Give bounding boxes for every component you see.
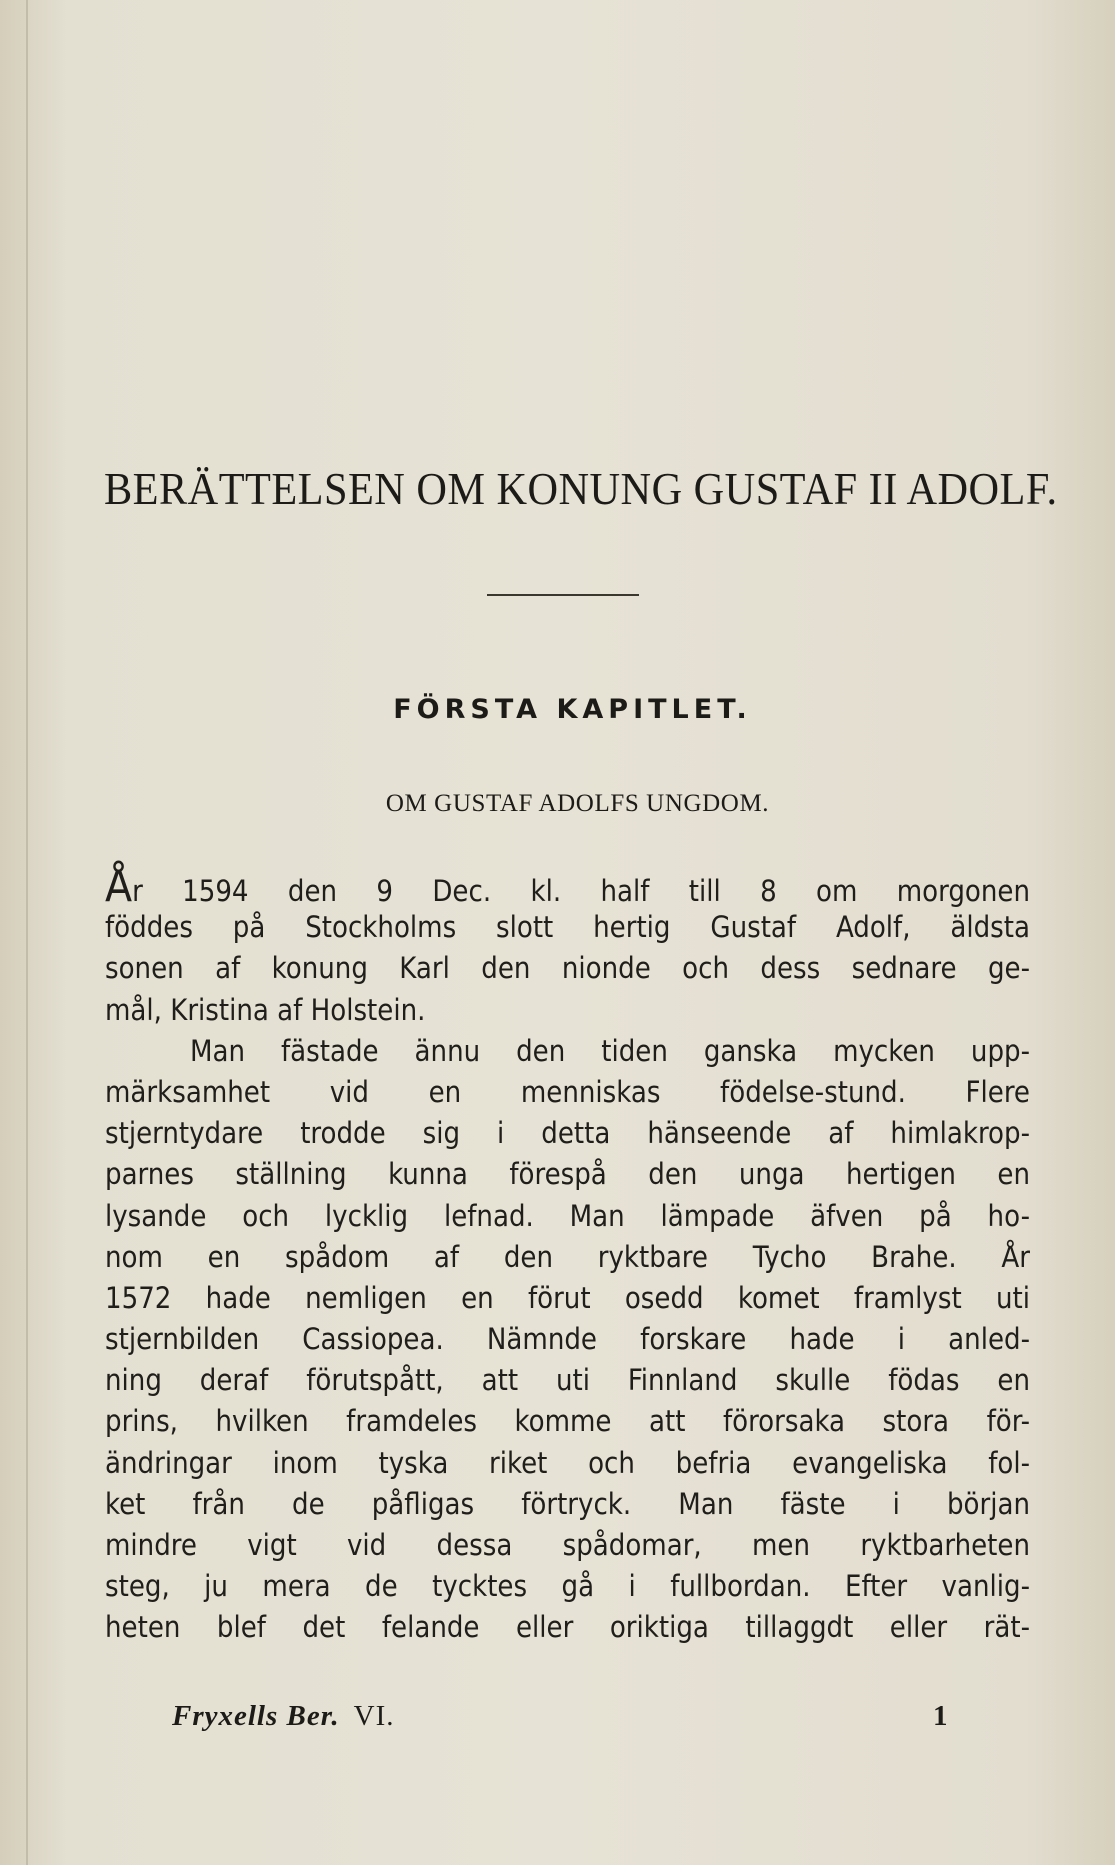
- signature-text: Fryxells Ber.: [172, 1700, 340, 1732]
- text-line: 1572 hade nemligen en förut osedd komet framlyst uti: [105, 1280, 1030, 1315]
- text-line: föddes på Stockholms slott hertig Gustaf Adolf, äldsta: [105, 910, 1030, 945]
- body-text: [105, 861, 1030, 1649]
- title-divider: [487, 594, 639, 596]
- chapter-subtitle: OM GUSTAF ADOLFS UNGDOM.: [385, 790, 770, 817]
- text-line: heten blef det felande eller oriktiga tillaggdt eller rät-: [105, 1610, 1030, 1645]
- main-title: BERÄTTELSEN OM KONUNG GUSTAF II ADOLF.: [104, 463, 1058, 514]
- text-line: Man fästade ännu den tiden ganska mycken upp-: [190, 1033, 1030, 1068]
- text-line: lysande och lycklig lefnad. Man lämpade äfven på ho-: [105, 1198, 1030, 1233]
- text-line: mindre vigt vid dessa spådomar, men ryktbarheten: [105, 1528, 1030, 1562]
- sheet-number: 1: [933, 1700, 948, 1732]
- text-line: märksamhet vid en menniskas födelse-stund. Flere: [105, 1074, 1030, 1109]
- text-line: År 1594 den 9 Dec. kl. half till 8 om morgonen: [105, 861, 1030, 912]
- text-line: prins, hvilken framdeles komme att förorsaka stora för-: [105, 1404, 1030, 1439]
- page-fold-shadow: [26, 0, 28, 1865]
- text-line: nom en spådom af den ryktbare Tycho Brahe. År: [105, 1239, 1030, 1274]
- chapter-title: FÖRSTA KAPITLET.: [393, 694, 752, 725]
- text-line: stjerntydare trodde sig i detta hänseende af himlakrop-: [105, 1116, 1030, 1151]
- text-line: stjernbilden Cassiopea. Nämnde forskare hade i anled-: [105, 1322, 1030, 1357]
- text-line: sonen af konung Karl den nionde och dess sednare ge-: [105, 951, 1030, 986]
- text-line: ket från de påfligas förtryck. Man fäste i början: [105, 1486, 1030, 1521]
- drop-cap: Å: [105, 861, 133, 912]
- text-line: parnes ställning kunna förespå den unga hertigen en: [105, 1157, 1030, 1192]
- text-line: ning deraf förutspått, att uti Finnland skulle födas en: [105, 1363, 1030, 1398]
- volume-number: VI.: [353, 1700, 395, 1732]
- signature-mark: [172, 1700, 395, 1733]
- text-line: steg, ju mera de tycktes gå i fullbordan. Efter vanlig-: [105, 1569, 1030, 1604]
- text-line: ändringar inom tyska riket och befria evangeliska fol-: [105, 1445, 1030, 1480]
- text-line: mål, Kristina af Holstein.: [105, 992, 426, 1027]
